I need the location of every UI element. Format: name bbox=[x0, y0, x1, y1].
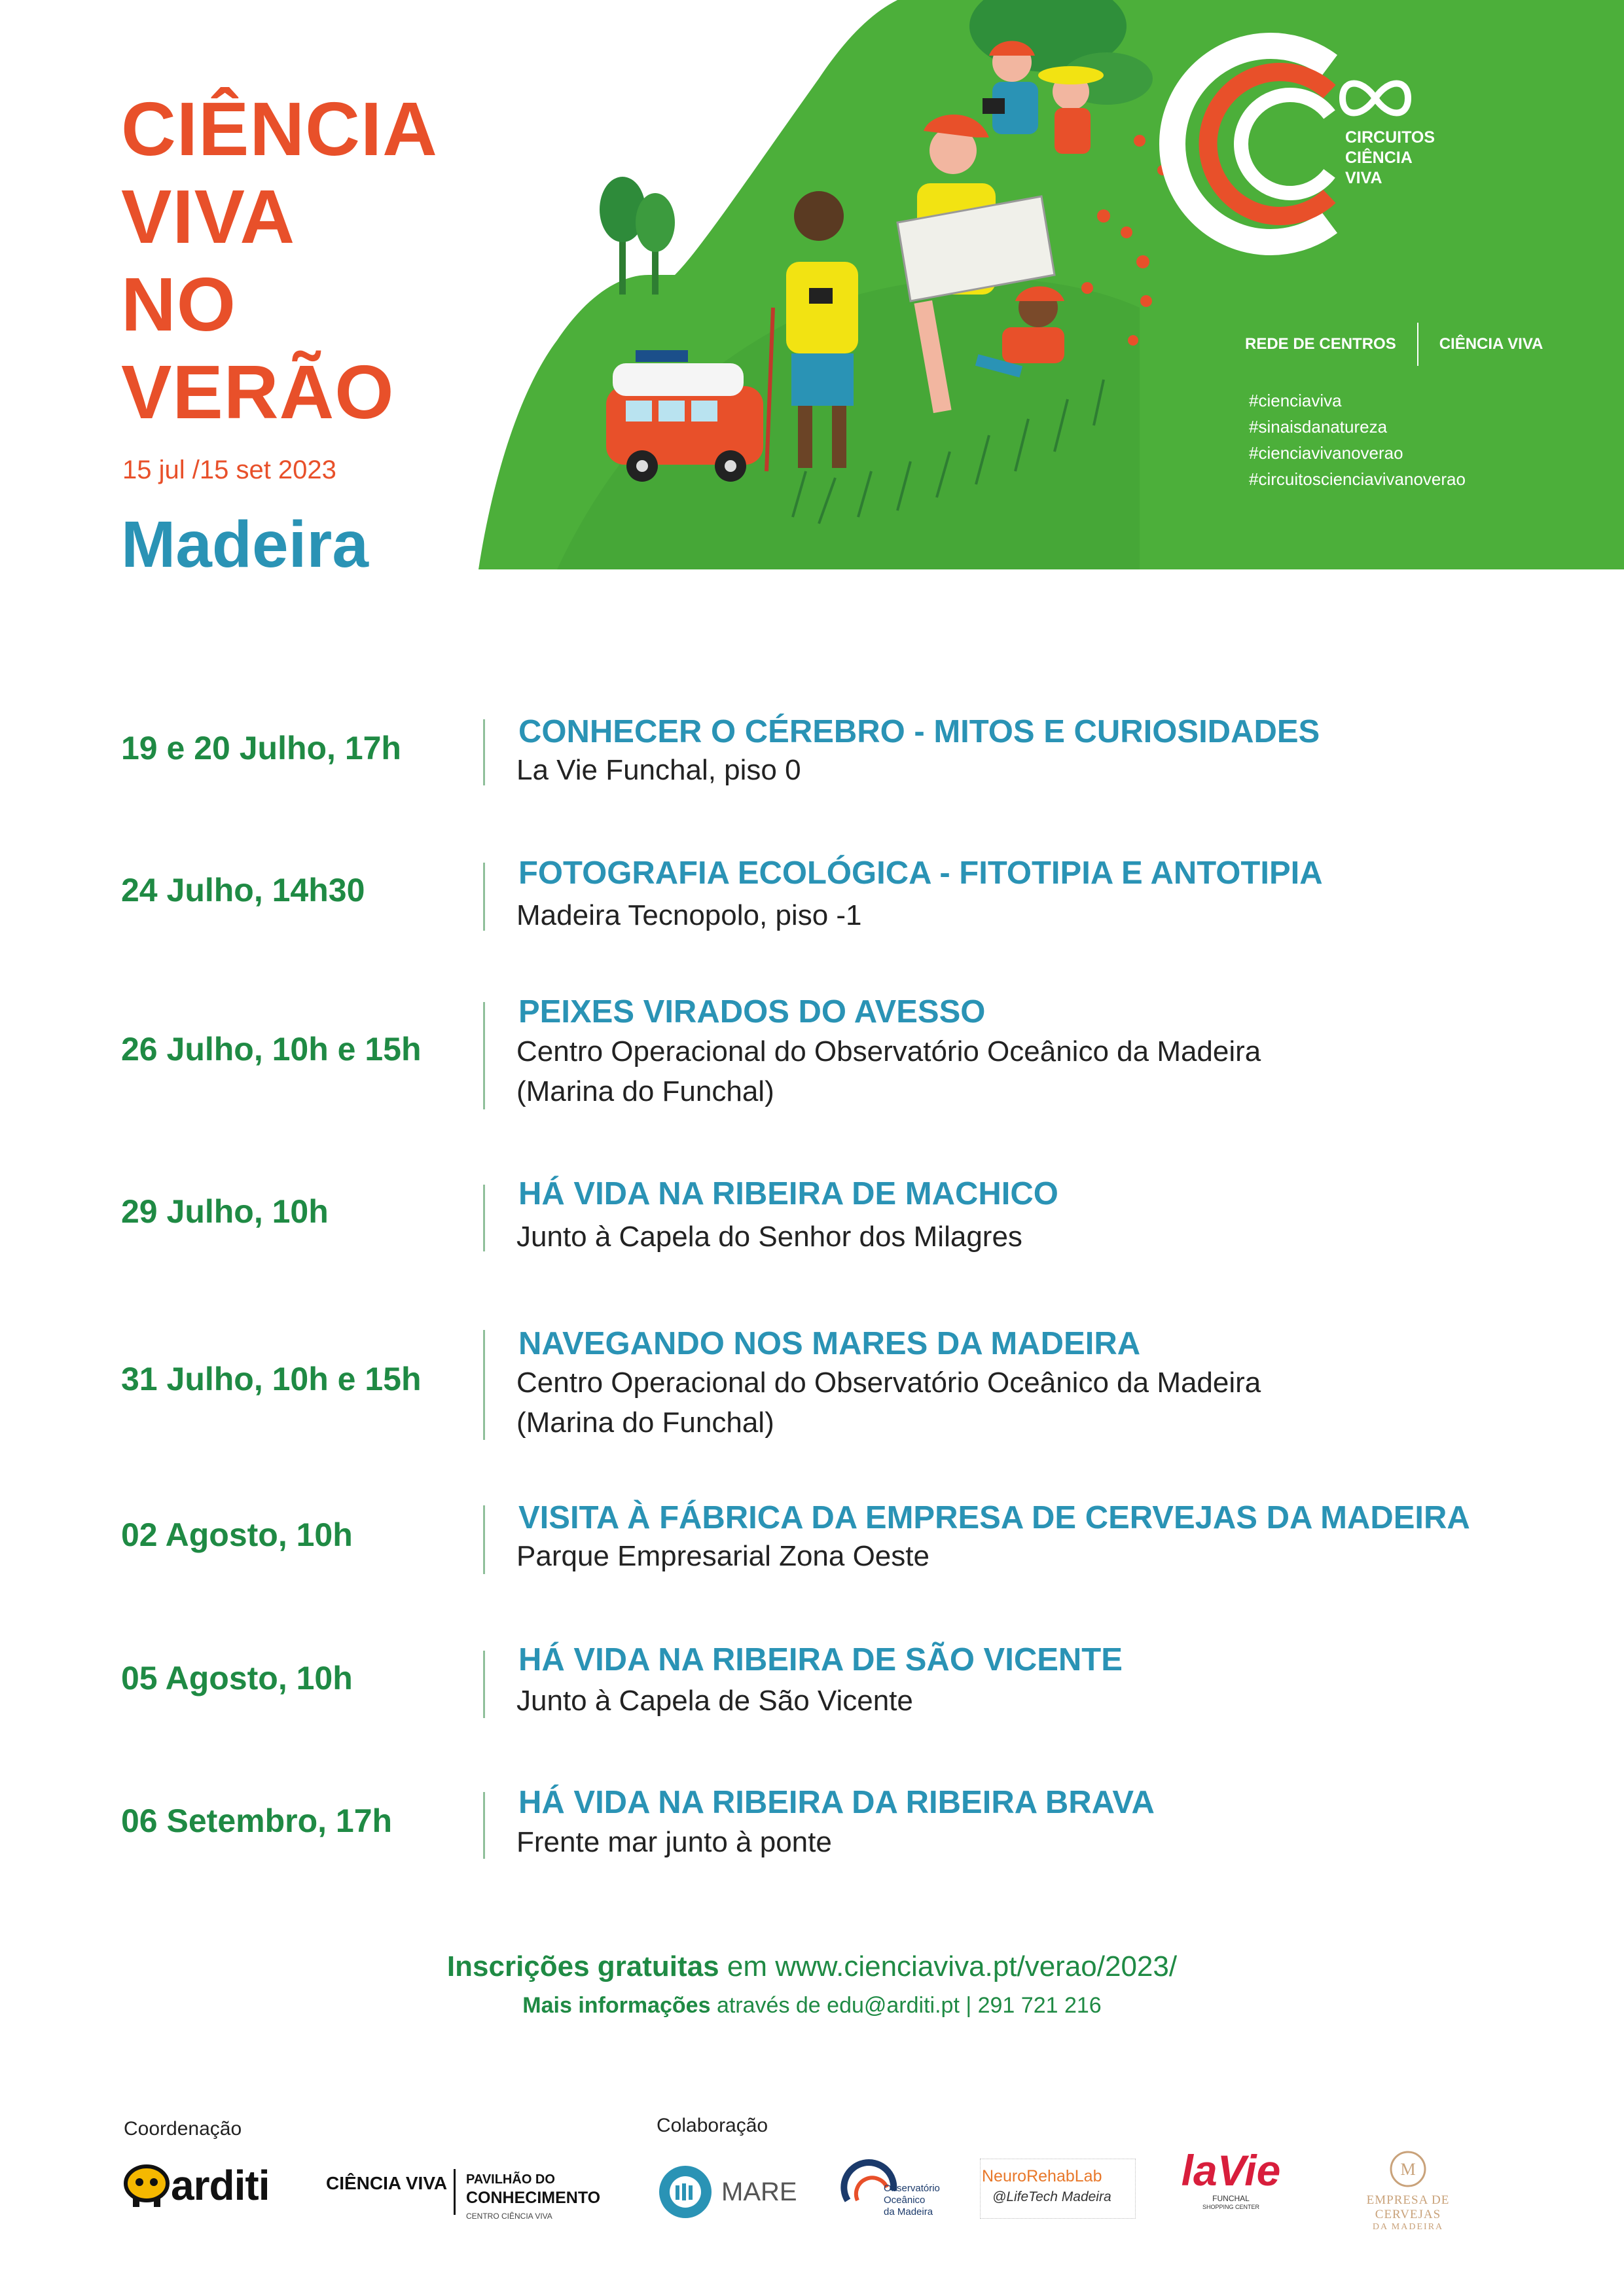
observatorio-logo bbox=[838, 2155, 940, 2220]
event-date: 24 Julho, 14h30 bbox=[121, 872, 365, 908]
coordination-label: Coordenação bbox=[124, 2118, 242, 2140]
observatorio-line-3: da Madeira bbox=[884, 2206, 933, 2217]
event-divider bbox=[483, 1330, 485, 1440]
cervejas-line-2: DA MADEIRA bbox=[1372, 2222, 1444, 2232]
event-date: 29 Julho, 10h bbox=[121, 1193, 329, 1230]
event-title: FOTOGRAFIA ECOLÓGICA - FITOTIPIA E ANTOTIPIA bbox=[518, 855, 1323, 891]
mare-wordmark: MARE bbox=[721, 2177, 797, 2206]
event-location: Centro Operacional do Observatório Oceânico da Madeira bbox=[516, 1035, 1261, 1067]
cervejas-logo bbox=[1335, 2148, 1481, 2233]
cienciaviva-logo bbox=[326, 2173, 447, 2194]
svg-text:M: M bbox=[1400, 2160, 1416, 2179]
logo-divider bbox=[454, 2169, 456, 2215]
van-icon bbox=[606, 350, 763, 482]
event-date: 06 Setembro, 17h bbox=[121, 1803, 393, 1839]
neurorehab-subline: @LifeTech Madeira bbox=[992, 2189, 1111, 2204]
mare-mark-icon bbox=[656, 2162, 715, 2221]
event-date: 19 e 20 Julho, 17h bbox=[121, 730, 401, 766]
hashtag: #cienciavivanoverao bbox=[1249, 443, 1403, 463]
event-title: CONHECER O CÉREBRO - MITOS E CURIOSIDADES bbox=[518, 714, 1320, 749]
event-location: Madeira Tecnopolo, piso -1 bbox=[516, 899, 862, 931]
event-divider bbox=[483, 1792, 485, 1859]
pavilhao-line-3: CENTRO CIÊNCIA VIVA bbox=[466, 2212, 552, 2221]
event-date: 26 Julho, 10h e 15h bbox=[121, 1031, 422, 1067]
event-location: Parque Empresarial Zona Oeste bbox=[516, 1540, 929, 1572]
signup-line bbox=[0, 1950, 1624, 1983]
event-title: HÁ VIDA NA RIBEIRA DA RIBEIRA BRAVA bbox=[518, 1785, 1155, 1820]
event-location: Junto à Capela do Senhor dos Milagres bbox=[516, 1221, 1022, 1253]
hashtag-list bbox=[1249, 387, 1466, 492]
arditi-logo bbox=[124, 2161, 269, 2210]
hashtag: #sinaisdanatureza bbox=[1249, 417, 1388, 437]
event-divider bbox=[483, 719, 485, 785]
cervejas-crest-icon bbox=[1387, 2148, 1429, 2190]
title-line-4: VERÃO bbox=[121, 350, 395, 435]
event-divider bbox=[483, 1185, 485, 1251]
lavie-logo bbox=[1177, 2147, 1285, 2211]
event-location: La Vie Funchal, piso 0 bbox=[516, 754, 801, 786]
arditi-mark-icon bbox=[124, 2162, 170, 2208]
lavie-wordmark: laVie bbox=[1181, 2146, 1281, 2195]
event-divider bbox=[483, 863, 485, 931]
network-divider bbox=[1417, 323, 1418, 366]
poster-title bbox=[121, 85, 438, 436]
hashtag: #circuitoscienciavivanoverao bbox=[1249, 469, 1466, 489]
hashtag: #cienciaviva bbox=[1249, 391, 1342, 410]
cienciaviva-wordmark: CIÊNCIA VIVA bbox=[326, 2173, 448, 2193]
event-date: 02 Agosto, 10h bbox=[121, 1516, 353, 1553]
event-period: 15 jul /15 set 2023 bbox=[122, 456, 336, 484]
arditi-wordmark: arditi bbox=[171, 2162, 270, 2209]
event-location: Junto à Capela de São Vicente bbox=[516, 1685, 913, 1717]
title-line-2: VIVA bbox=[121, 174, 296, 259]
event-divider bbox=[483, 1505, 485, 1574]
signup-link[interactable]: em www.cienciaviva.pt/verao/2023/ bbox=[719, 1950, 1178, 1982]
event-location: (Marina do Funchal) bbox=[516, 1075, 774, 1107]
pavilhao-line-2: CONHECIMENTO bbox=[466, 2189, 601, 2207]
signup-bold: Inscrições gratuitas bbox=[446, 1950, 719, 1982]
event-location: (Marina do Funchal) bbox=[516, 1407, 774, 1439]
circuitos-logo-text bbox=[1345, 128, 1435, 188]
event-date: 31 Julho, 10h e 15h bbox=[121, 1361, 422, 1397]
region-name: Madeira bbox=[121, 508, 369, 581]
logo-line-2: CIÊNCIA bbox=[1345, 149, 1413, 167]
info-line bbox=[0, 1993, 1624, 2018]
event-date: 05 Agosto, 10h bbox=[121, 1660, 353, 1696]
network-badge bbox=[1245, 323, 1543, 366]
logo-line-1: CIRCUITOS bbox=[1345, 128, 1435, 147]
event-title: HÁ VIDA NA RIBEIRA DE SÃO VICENTE bbox=[518, 1642, 1123, 1677]
mare-logo bbox=[656, 2162, 797, 2221]
info-bold: Mais informações bbox=[522, 1993, 711, 2018]
event-divider bbox=[483, 1651, 485, 1718]
lavie-line-1: FUNCHAL bbox=[1212, 2194, 1250, 2203]
network-left-label: REDE DE CENTROS bbox=[1245, 335, 1396, 353]
title-line-1: CIÊNCIA bbox=[121, 86, 438, 171]
observatorio-text bbox=[884, 2183, 940, 2218]
event-title: NAVEGANDO NOS MARES DA MADEIRA bbox=[518, 1326, 1141, 1361]
observatorio-line-1: Observatório bbox=[884, 2183, 940, 2194]
event-title: PEIXES VIRADOS DO AVESSO bbox=[518, 994, 986, 1030]
logo-line-3: VIVA bbox=[1345, 169, 1382, 187]
event-location: Centro Operacional do Observatório Oceânico da Madeira bbox=[516, 1367, 1261, 1399]
event-divider bbox=[483, 1002, 485, 1109]
collaboration-label: Colaboração bbox=[657, 2115, 768, 2136]
event-title: VISITA À FÁBRICA DA EMPRESA DE CERVEJAS DA MADEIRA bbox=[518, 1500, 1470, 1535]
network-right-label: CIÊNCIA VIVA bbox=[1439, 335, 1543, 353]
cervejas-line-1: EMPRESA DE CERVEJAS bbox=[1366, 2193, 1450, 2221]
pavilhao-logo bbox=[466, 2170, 600, 2225]
neurorehab-logo bbox=[980, 2159, 1136, 2219]
neurorehab-wordmark: NeuroRehabLab bbox=[982, 2167, 1102, 2185]
lavie-line-2: SHOPPING CENTER bbox=[1202, 2204, 1259, 2210]
event-location: Frente mar junto à ponte bbox=[516, 1826, 832, 1858]
event-title: HÁ VIDA NA RIBEIRA DE MACHICO bbox=[518, 1176, 1058, 1211]
info-contact[interactable]: através de edu@arditi.pt | 291 721 216 bbox=[710, 1993, 1102, 2018]
pavilhao-line-1: PAVILHÃO DO bbox=[466, 2172, 555, 2187]
observatorio-line-2: Oceânico bbox=[884, 2195, 926, 2206]
title-line-3: NO bbox=[121, 262, 236, 347]
